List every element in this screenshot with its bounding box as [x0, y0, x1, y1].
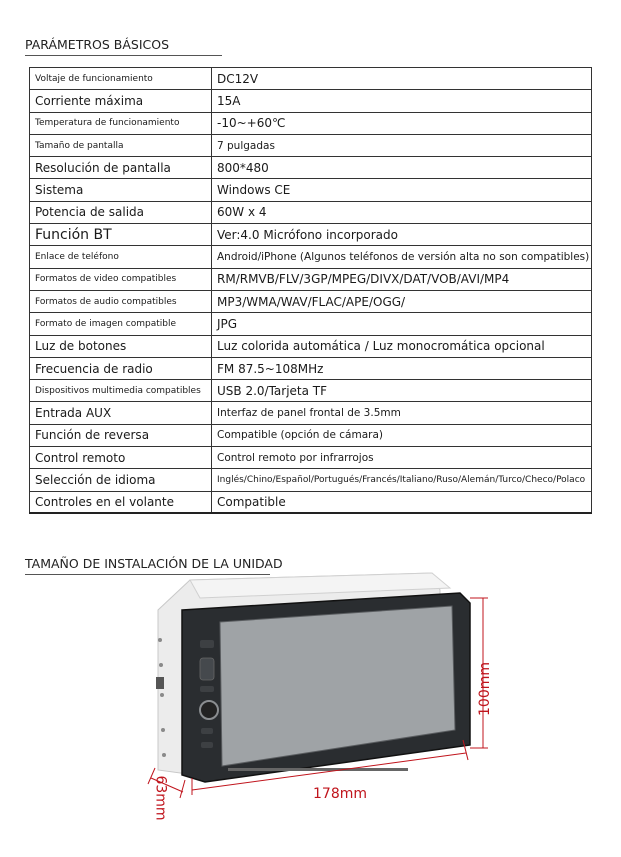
spec-value: Inglés/Chino/Español/Portugués/Francés/Italiano/Ruso/Alemán/Turco/Checo/Polaco [212, 469, 592, 491]
spec-label: Resolución de pantalla [30, 157, 212, 179]
spec-label: Selección de idioma [30, 469, 212, 491]
side-connector [156, 677, 164, 689]
spec-label: Entrada AUX [30, 402, 212, 424]
spec-row [30, 68, 592, 90]
spec-label: Controles en el volante [30, 491, 212, 513]
height-dimension-label: 100mm [477, 662, 493, 716]
control-button-5 [201, 742, 213, 748]
spec-value: -10~+60℃ [212, 112, 592, 134]
spec-label: Función de reversa [30, 424, 212, 446]
spec-value: Windows CE [212, 179, 592, 201]
spec-row [30, 313, 592, 335]
spec-label: Formato de imagen compatible [30, 313, 212, 335]
spec-row [30, 201, 592, 223]
spec-row [30, 491, 592, 513]
spec-value: 800*480 [212, 157, 592, 179]
spec-row [30, 290, 592, 312]
spec-label: Voltaje de funcionamiento [30, 68, 212, 90]
spec-value: 7 pulgadas [212, 134, 592, 156]
spec-row [30, 380, 592, 402]
spec-value: Compatible (opción de cámara) [212, 424, 592, 446]
spec-row [30, 447, 592, 469]
spec-row [30, 157, 592, 179]
spec-value: JPG [212, 313, 592, 335]
spec-row [30, 402, 592, 424]
spec-row [30, 90, 592, 112]
spec-value: Compatible [212, 491, 592, 513]
spec-row [30, 357, 592, 379]
spec-value: Ver:4.0 Micrófono incorporado [212, 224, 592, 246]
spec-value: Luz colorida automática / Luz monocromática opcional [212, 335, 592, 357]
spec-label: Dispositivos multimedia compatibles [30, 380, 212, 402]
width-dimension-label: 178mm [313, 786, 367, 802]
volume-knob [200, 701, 218, 719]
spec-value: USB 2.0/Tarjeta TF [212, 380, 592, 402]
spec-value: Android/iPhone (Algunos teléfonos de versión alta no son compatibles) [212, 246, 592, 268]
spec-table [29, 67, 592, 514]
spec-label: Corriente máxima [30, 90, 212, 112]
spec-value: DC12V [212, 68, 592, 90]
spec-row [30, 246, 592, 268]
spec-label: Temperatura de funcionamiento [30, 112, 212, 134]
spec-row [30, 134, 592, 156]
spec-label: Formatos de audio compatibles [30, 290, 212, 312]
spec-label: Tamaño de pantalla [30, 134, 212, 156]
spec-value: FM 87.5~108MHz [212, 357, 592, 379]
spec-label: Función BT [30, 224, 212, 246]
control-button-4 [201, 728, 213, 734]
spec-row [30, 224, 592, 246]
spec-value: 15A [212, 90, 592, 112]
spec-row [30, 179, 592, 201]
spec-label: Luz de botones [30, 335, 212, 357]
spec-value: Control remoto por infrarrojos [212, 447, 592, 469]
spec-row [30, 268, 592, 290]
spec-label: Sistema [30, 179, 212, 201]
depth-dimension-label: 63mm [152, 775, 169, 821]
spec-label: Frecuencia de radio [30, 357, 212, 379]
spec-section-title: PARÁMETROS BÁSICOS [25, 37, 222, 56]
control-button-1 [200, 640, 214, 648]
spec-label: Control remoto [30, 447, 212, 469]
control-button-3 [200, 686, 214, 692]
spec-row [30, 469, 592, 491]
spec-value: Interfaz de panel frontal de 3.5mm [212, 402, 592, 424]
spec-label: Enlace de teléfono [30, 246, 212, 268]
control-button-2 [200, 658, 214, 680]
bottom-strip [228, 768, 408, 771]
spec-label: Formatos de video compatibles [30, 268, 212, 290]
spec-value: RM/RMVB/FLV/3GP/MPEG/DIVX/DAT/VOB/AVI/MP4 [212, 268, 592, 290]
spec-row [30, 112, 592, 134]
spec-label: Potencia de salida [30, 201, 212, 223]
spec-value: MP3/WMA/WAV/FLAC/APE/OGG/ [212, 290, 592, 312]
spec-row [30, 335, 592, 357]
install-section-title: TAMAÑO DE INSTALACIÓN DE LA UNIDAD [25, 556, 270, 575]
spec-row [30, 424, 592, 446]
spec-value: 60W x 4 [212, 201, 592, 223]
